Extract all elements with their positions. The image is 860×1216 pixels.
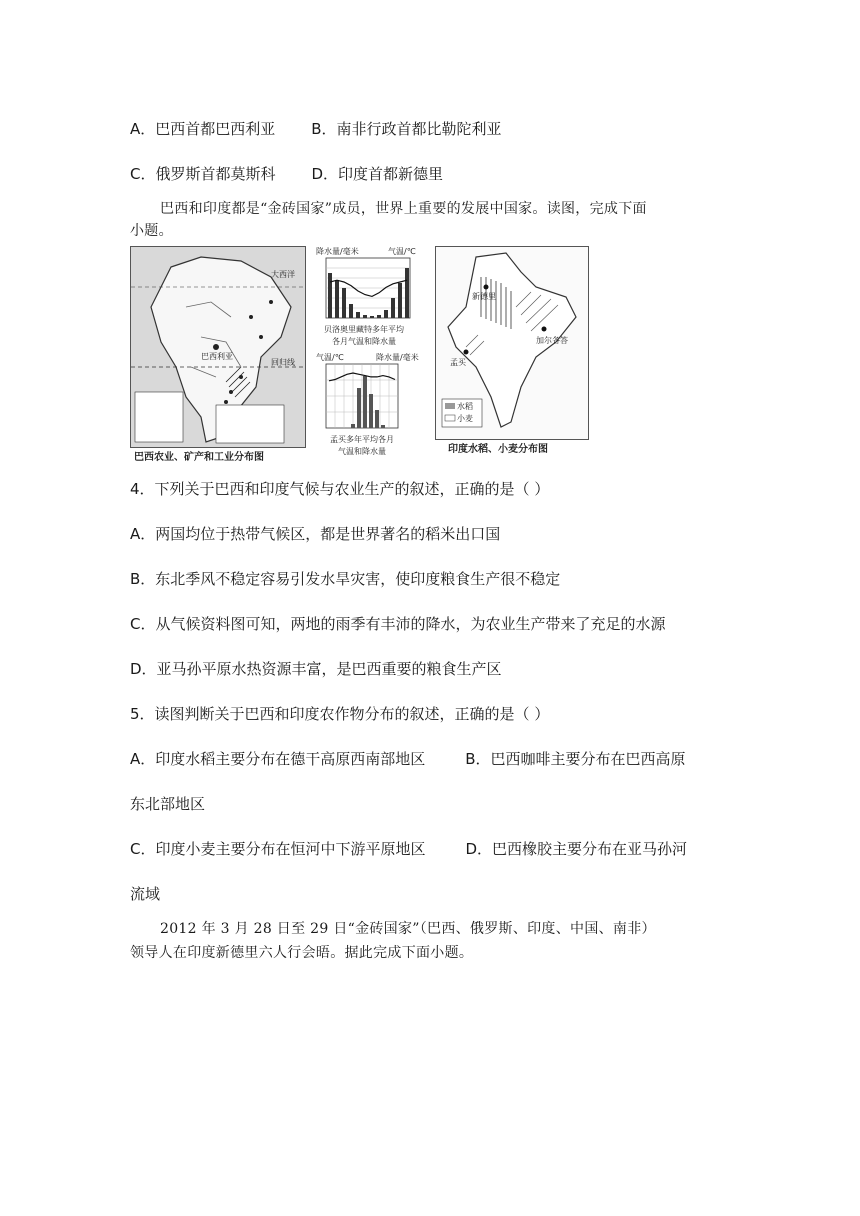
india-legend: [442, 399, 482, 427]
chart2-bar: [351, 424, 355, 428]
chart1-bar: [349, 304, 353, 318]
india-map-caption: 印度水稻、小麦分布图: [448, 444, 548, 455]
q4-option-b: B．东北季风不稳定容易引发水旱灾害，使印度粮食生产很不稳定: [130, 570, 561, 588]
q4-option-c: C．从气候资料图可知，两地的雨季有丰沛的降水，为农业生产带来了充足的水源: [130, 615, 666, 633]
chart2-bar: [357, 388, 361, 428]
q5-option-a: A．印度水稻主要分布在德干高原西南部地区: [130, 750, 426, 768]
climate-chart-2: [310, 352, 424, 462]
legend-wheat-swatch: [445, 415, 455, 421]
q5-option-d-part2: 流域: [130, 885, 161, 903]
chart1-bar: [370, 316, 374, 318]
chart2-bar: [375, 410, 379, 428]
label-mumbai: 孟买: [450, 358, 466, 367]
chart2-bar: [363, 376, 367, 428]
q5-option-d-part1: D．巴西橡胶主要分布在亚马孙河: [465, 840, 688, 858]
chart1-bar: [363, 315, 367, 318]
chart1-right-axis-label: 气温/℃: [388, 247, 416, 256]
q5-option-b-part2: 东北部地区: [130, 795, 206, 813]
legend-wheat-label: 小麦: [457, 414, 473, 423]
q4-option-d: D．亚马孙平原水热资源丰富，是巴西重要的粮食生产区: [130, 660, 502, 678]
brazil-map: [130, 246, 306, 448]
figure-composite: [130, 246, 720, 464]
legend-rice-label: 水稻: [457, 402, 473, 411]
chart1-bar: [398, 283, 402, 318]
chart1-left-axis-label: 降水量/毫米: [316, 247, 359, 256]
prev-option-b: B．南非行政首都比勒陀利亚: [311, 120, 502, 138]
intro2-line2: 领导人在印度新德里六人行会晤。据此完成下面小题。: [130, 945, 474, 961]
brazil-map-caption: 巴西农业、矿产和工业分布图: [134, 452, 264, 463]
intro1-line1: 巴西和印度都是“金砖国家”成员，世界上重要的发展中国家。读图，完成下面: [160, 201, 647, 217]
brazil-legend-box: [135, 392, 183, 442]
q4-option-a: A．两国均位于热带气候区，都是世界著名的稻米出口国: [130, 525, 501, 543]
chart1-bar: [335, 280, 339, 318]
q5-option-b-part1: B．巴西咖啡主要分布在巴西高原: [465, 750, 686, 768]
india-map-drawing: [436, 247, 588, 439]
q5-stem: 5．读图判断关于巴西和印度农作物分布的叙述，正确的是（ ）: [130, 705, 550, 723]
climate-chart-1: [310, 246, 424, 350]
chart2-caption-1: 孟买多年平均各月: [330, 435, 394, 444]
label-tropic: 回归线: [271, 358, 295, 367]
brazil-map-drawing: [131, 247, 305, 447]
label-brasilia: 巴西利亚: [201, 352, 233, 361]
q4-stem: 4．下列关于巴西和印度气候与农业生产的叙述，正确的是（ ）: [130, 480, 550, 498]
prev-option-c: C．俄罗斯首都莫斯科: [130, 165, 276, 183]
climate-chart-2-svg: [310, 352, 424, 462]
climate-chart-1-svg: [310, 246, 424, 350]
chart2-left-axis-label: 气温/℃: [316, 353, 344, 362]
chart2-caption-2: 气温和降水量: [338, 447, 386, 456]
prev-options-row-1: [130, 118, 502, 139]
chart1-bar: [328, 273, 332, 318]
prev-option-d: D．印度首都新德里: [311, 165, 444, 183]
chart1-bar: [384, 310, 388, 318]
prev-options-row-2: [130, 163, 443, 184]
chart2-bar: [369, 394, 373, 428]
prev-option-a: A．巴西首都巴西利亚: [130, 120, 276, 138]
label-atlantic: 大西洋: [271, 270, 295, 279]
chart2-bar: [381, 425, 385, 428]
label-kolkata: 加尔各答: [536, 336, 568, 345]
legend-rice-swatch: [445, 403, 455, 409]
q5-options-row-1: [130, 748, 686, 769]
chart1-bar: [356, 312, 360, 318]
chart2-right-axis-label: 降水量/毫米: [376, 353, 419, 362]
india-map: [435, 246, 589, 440]
chart1-caption-2: 各月气温和降水量: [332, 337, 396, 346]
brazil-legend-box-2: [216, 405, 284, 443]
chart1-bar: [342, 288, 346, 318]
chart1-bar: [391, 298, 395, 318]
q5-options-row-2: [130, 838, 687, 859]
chart1-caption-1: 贝洛奥里藏特多年平均: [324, 325, 404, 334]
intro2-line1: 2012 年 3 月 28 日至 29 日“金砖国家”（巴西、俄罗斯、印度、中国、南非）: [160, 921, 656, 937]
chart1-bar: [405, 268, 409, 318]
intro1-line2: 小题。: [130, 223, 173, 239]
label-new-delhi: 新德里: [472, 292, 496, 301]
q5-option-c: C．印度小麦主要分布在恒河中下游平原地区: [130, 840, 426, 858]
chart1-bar: [377, 315, 381, 318]
